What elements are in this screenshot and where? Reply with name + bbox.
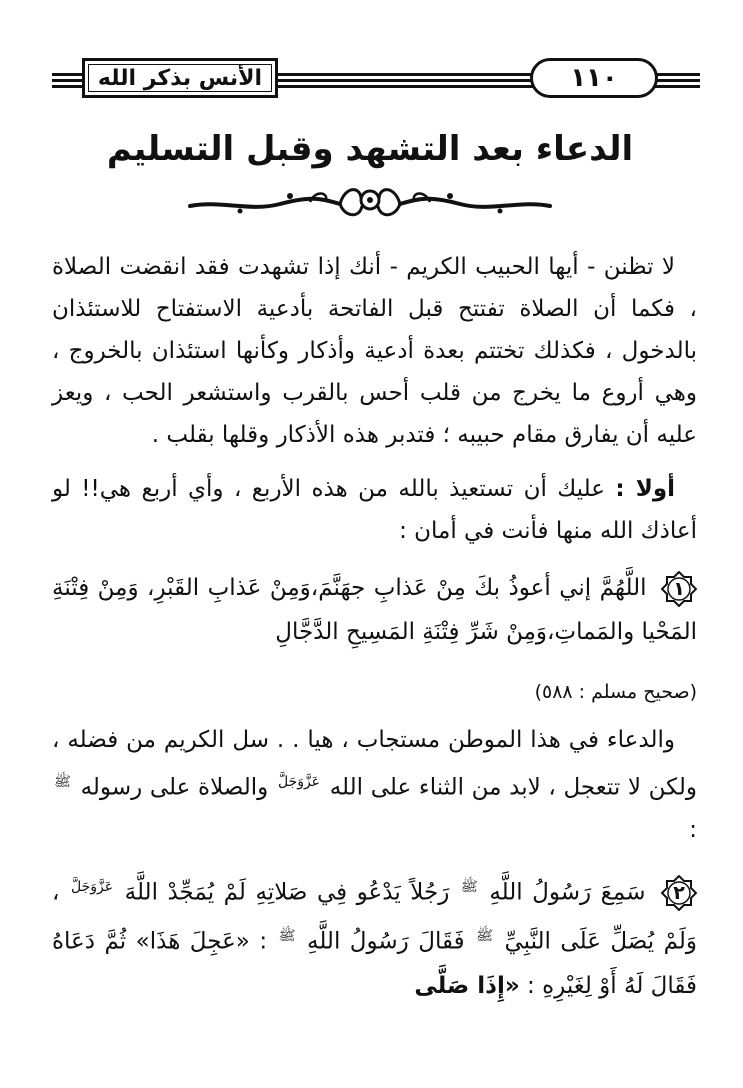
- ornament-divider-icon: [180, 178, 560, 222]
- hadith-2-text-f: «إِذَا صَلَّى: [414, 972, 520, 999]
- intro-paragraph: [52, 246, 697, 456]
- hadith-2-text-a: سَمِعَ رَسُولُ اللَّهِ: [489, 879, 646, 906]
- first-text: عليك أن تستعيذ بالله من هذه الأربع ، وأي أربع هي!! لو أعاذك الله منها فأنت في أمان :: [52, 476, 697, 544]
- hadith-2-text-e: : «عَجِلَ هَذَا» ثُمَّ دَعَاهُ فَقَالَ لَهُ أَوْ لِغَيْرِهِ :: [52, 928, 697, 999]
- honorific-saw: ﷺ: [278, 928, 296, 945]
- hadith-2-text-b: رَجُلاً يَدْعُو فِي صَلاتِهِ لَمْ يُمَجِّدْ اللَّهَ: [124, 879, 450, 906]
- dua-text-b: والصلاة على رسوله: [80, 774, 269, 801]
- first-label: أولا :: [615, 476, 675, 502]
- page-header: [52, 56, 700, 102]
- honorific-azza-wajal: عَزَّوَجَلَّ: [277, 774, 321, 790]
- section-heading: الدعاء بعد التشهد وقبل التسليم: [106, 129, 634, 169]
- hadith-1-text: اللَّهُمَّ إني أعوذُ بكَ مِنْ عَذابِ جهَنَّمَ،وَمِنْ عَذابِ القَبْرِ، وَمِنْ فِتْنَةِ المَحْيا والمَماتِ،وَمِنْ شَرِّ فِتْنَةِ المَسِيحِ الدَّجَّالِ: [52, 575, 697, 645]
- number-badge-icon: [661, 571, 697, 607]
- page-body: [52, 246, 697, 1031]
- book-title-box: [82, 58, 278, 98]
- intro-text: لا تظنن - أيها الحبيب الكريم - أنك إذا تشهدت فقد انقضت الصلاة ، فكما أن الصلاة تفتتح قبل الفاتحة بأدعية الاستفتاح للاستئذان بالدخول ، فكذلك تختتم بعدة أدعية وأذكار وكأنها استئذان بالخروج ، وهي أروع ما يخرج من قلب أحس بالقرب واستشعر الحب ، ويعز عليه أن يفارق مقام حبيبه ؛ فتدبر هذه الأذكار وقلها بقلب .: [52, 254, 697, 448]
- hadith-2-text-d: فَقَالَ رَسُولُ اللَّهِ: [306, 928, 465, 955]
- hadith-2-text-c: ، وَلَمْ يُصَلِّ عَلَى النَّبِيِّ: [52, 879, 698, 955]
- honorific-saw: ﷺ: [54, 774, 71, 790]
- first-point-paragraph: [52, 468, 697, 552]
- hadith-2: [52, 865, 697, 1008]
- book-title: الأنس بذكر الله: [97, 65, 263, 91]
- hadith-1: [52, 566, 697, 654]
- page-number-box: [530, 58, 658, 98]
- page-number: ١١٠: [570, 63, 618, 93]
- dua-text-a: والدعاء في هذا الموطن مستجاب ، هيا . . سل الكريم من فضله ، ولكن لا تتعجل ، لابد من الثناء على الله: [52, 727, 697, 801]
- dua-text-c: :: [689, 816, 697, 843]
- hadith-1-number: ١: [673, 577, 685, 600]
- hadith-2-number: ٢: [673, 881, 685, 904]
- honorific-saw: ﷺ: [460, 878, 478, 895]
- dua-paragraph: [52, 719, 697, 851]
- hadith-1-source: (صحيح مسلم : ٥٨٨): [534, 681, 697, 703]
- honorific-saw: ﷺ: [476, 928, 493, 945]
- honorific-azza-wajal: عَزَّوَجَلَّ: [70, 878, 114, 895]
- number-badge-icon: [661, 875, 697, 911]
